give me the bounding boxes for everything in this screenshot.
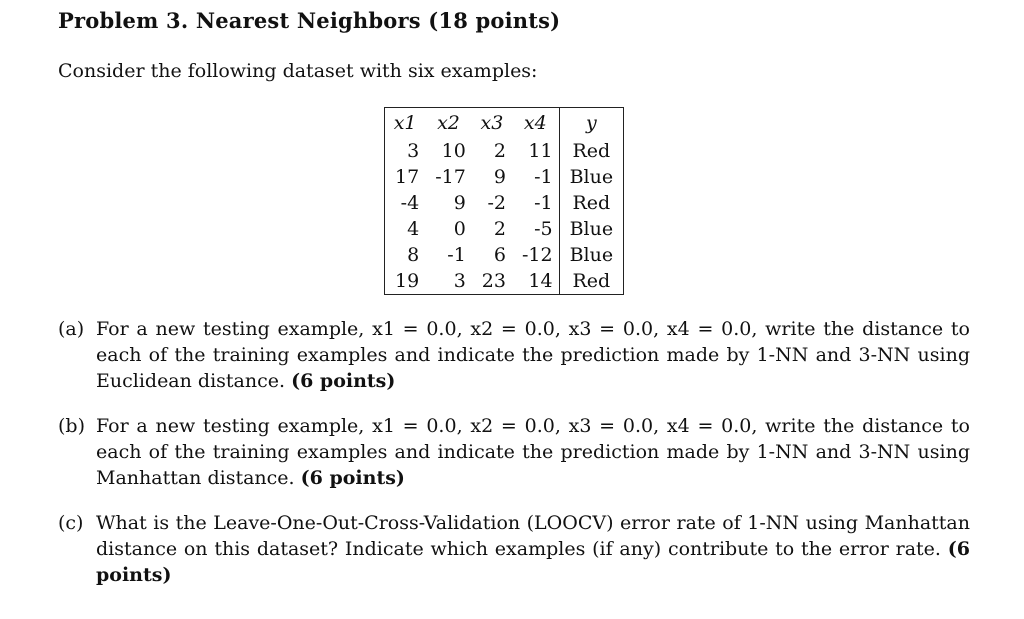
cell-x3: 2: [493, 218, 506, 240]
question-text: For a new testing example, x1 = 0.0, x2 = 0.0, x3 = 0.0, x4 = 0.0, write the distance to each of the training examples and indicate the prediction made by 1-NN and 3-NN using Manhattan distance.: [96, 415, 970, 489]
question-body: [96, 316, 970, 394]
question-label: (b): [58, 415, 85, 437]
cell-x2: 9: [453, 192, 466, 214]
cell-y: Blue: [559, 164, 624, 190]
table-header-row: [385, 108, 624, 139]
question-points: (6 points): [300, 467, 405, 489]
table-row: [385, 242, 624, 268]
cell-x4: -12: [521, 244, 553, 266]
cell-x4: 11: [528, 140, 553, 162]
problem-title: Problem 3. Nearest Neighbors (18 points): [58, 8, 561, 33]
cell-x2: 3: [453, 270, 466, 292]
cell-x4: -1: [534, 192, 553, 214]
cell-x4: -5: [534, 218, 553, 240]
cell-x2: -17: [435, 166, 466, 188]
question-label: (c): [58, 512, 84, 534]
question-c: [58, 510, 970, 588]
question-points: (6 points): [291, 370, 396, 392]
cell-x3: 6: [493, 244, 506, 266]
header-x3: x3: [480, 112, 504, 134]
question-label: (a): [58, 318, 85, 340]
intro-text: Consider the following dataset with six examples:: [58, 60, 538, 82]
table-row: [385, 216, 624, 242]
cell-x2: -1: [447, 244, 466, 266]
cell-x4: -1: [534, 166, 553, 188]
question-text: What is the Leave-One-Out-Cross-Validation (LOOCV) error rate of 1-NN using Manhattan distance on this dataset? Indicate which examples (if any) contribute to the error rate.: [96, 512, 970, 560]
cell-x3: 9: [493, 166, 506, 188]
question-a: [58, 316, 970, 394]
cell-x1: 8: [407, 244, 420, 266]
header-x2: x2: [437, 112, 460, 134]
header-x1: x1: [393, 112, 417, 134]
cell-x2: 0: [453, 218, 466, 240]
cell-x3: 23: [481, 270, 506, 292]
cell-x4: 14: [528, 270, 553, 292]
cell-x2: 10: [441, 140, 466, 162]
cell-x3: 2: [493, 140, 506, 162]
table-row: [385, 164, 624, 190]
cell-y: Red: [559, 190, 624, 216]
question-body: [96, 413, 970, 491]
cell-y: Red: [559, 268, 624, 295]
cell-x1: 17: [395, 166, 420, 188]
dataset-table: [384, 107, 624, 295]
header-y: y: [559, 108, 624, 139]
cell-x1: 3: [407, 140, 420, 162]
table-row: [385, 190, 624, 216]
cell-y: Red: [559, 138, 624, 164]
cell-x3: -2: [487, 192, 506, 214]
question-text: For a new testing example, x1 = 0.0, x2 = 0.0, x3 = 0.0, x4 = 0.0, write the distance to each of the training examples and indicate the prediction made by 1-NN and 3-NN using Euclidean distance.: [96, 318, 970, 392]
cell-x1: 4: [407, 218, 420, 240]
table-row: [385, 268, 624, 295]
question-points: (6 points): [96, 538, 970, 586]
question-b: [58, 413, 970, 491]
cell-y: Blue: [559, 216, 624, 242]
table-row: [385, 138, 624, 164]
question-body: [96, 510, 970, 588]
header-x4: x4: [523, 112, 547, 134]
cell-x1: -4: [400, 192, 420, 214]
cell-y: Blue: [559, 242, 624, 268]
cell-x1: 19: [395, 270, 420, 292]
